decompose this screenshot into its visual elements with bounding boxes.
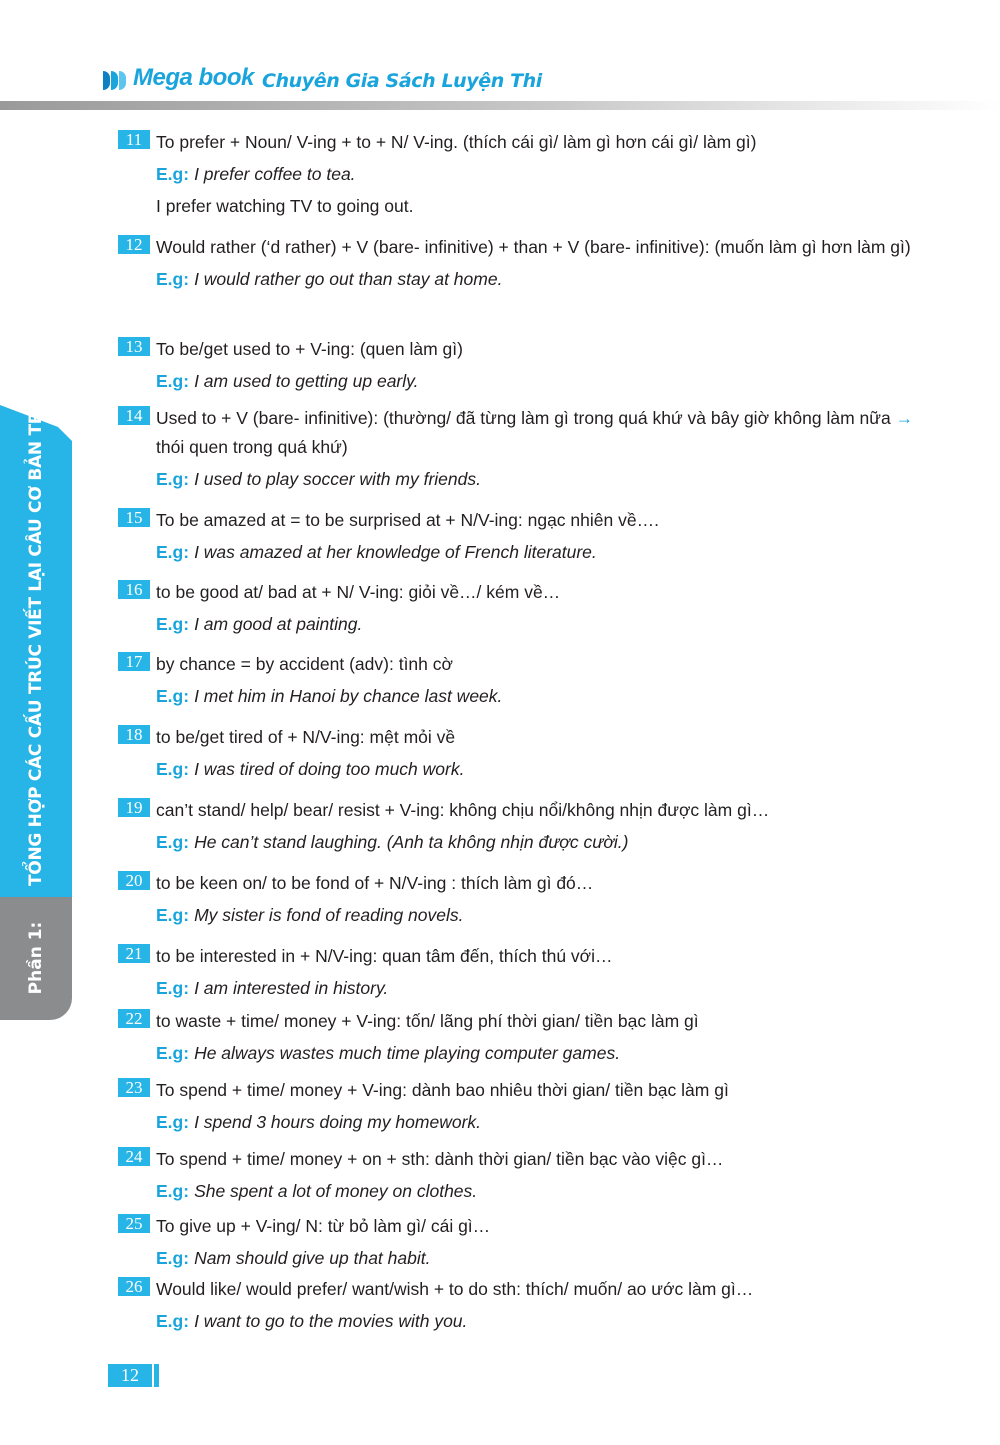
eg-label: E.g:: [156, 978, 190, 998]
header-divider: [0, 101, 1000, 110]
item-number: 21: [118, 944, 150, 963]
item-example: [156, 160, 918, 188]
item-example: [156, 538, 918, 566]
item-rule: To give up + V-ing/ N: từ bỏ làm gì/ cái gì…: [156, 1216, 491, 1236]
item-example: [156, 974, 918, 1002]
example-text: My sister is fond of reading novels.: [194, 905, 464, 925]
eg-label: E.g:: [156, 614, 190, 634]
item-number: 13: [118, 337, 150, 356]
item-example: [156, 755, 918, 783]
eg-label: E.g:: [156, 1043, 190, 1063]
item-example: [156, 1244, 918, 1272]
example-text: I am good at painting.: [194, 614, 363, 634]
eg-label: E.g:: [156, 1311, 190, 1331]
example-text: I prefer coffee to tea.: [194, 164, 356, 184]
item-example: [156, 1177, 918, 1205]
item-rule: to be/get tired of + N/V-ing: mệt mỏi về: [156, 727, 456, 747]
item-number: 11: [118, 130, 150, 149]
eg-label: E.g:: [156, 1112, 190, 1132]
item-extra-example: I prefer watching TV to going out.: [156, 196, 414, 216]
item-rule: can’t stand/ help/ bear/ resist + V-ing: không chịu nổi/không nhịn được làm gì…: [156, 800, 770, 820]
rule-text: thói quen trong quá khứ): [156, 437, 348, 457]
list-item: [118, 335, 918, 395]
item-example: [156, 465, 918, 493]
item-number: 24: [118, 1147, 150, 1166]
example-text: I am interested in history.: [194, 978, 389, 998]
item-number: 20: [118, 871, 150, 890]
example-text: Nam should give up that habit.: [194, 1248, 431, 1268]
page-header: [0, 0, 1000, 110]
item-rule: to be good at/ bad at + N/ V-ing: giỏi về…/ kém về…: [156, 582, 561, 602]
list-item: [118, 1275, 918, 1335]
item-number: 22: [118, 1009, 150, 1028]
example-text: I was tired of doing too much work.: [194, 759, 465, 779]
example-text: I would rather go out than stay at home.: [194, 269, 503, 289]
example-text: He can’t stand laughing. (Anh ta không nhịn được cười.): [194, 832, 629, 852]
list-item: [118, 1212, 918, 1272]
item-rule: To spend + time/ money + on + sth: dành thời gian/ tiền bạc vào việc gì…: [156, 1149, 724, 1169]
eg-label: E.g:: [156, 1248, 190, 1268]
eg-label: E.g:: [156, 542, 190, 562]
eg-label: E.g:: [156, 164, 190, 184]
item-rule: To be amazed at = to be surprised at + N/V-ing: ngạc nhiên về….: [156, 510, 659, 530]
item-number: 14: [118, 406, 150, 425]
item-rule: Would like/ would prefer/ want/wish + to do sth: thích/ muốn/ ao ước làm gì…: [156, 1279, 754, 1299]
example-text: She spent a lot of money on clothes.: [194, 1181, 478, 1201]
list-item: [118, 578, 918, 638]
item-example: [156, 1039, 918, 1067]
page-number-accent: [154, 1364, 159, 1387]
list-item: [118, 942, 918, 1002]
item-number: 17: [118, 652, 150, 671]
item-example: [156, 265, 918, 293]
item-number: 18: [118, 725, 150, 744]
item-example: [156, 367, 918, 395]
item-rule: to be keen on/ to be fond of + N/V-ing : thích làm gì đó…: [156, 873, 594, 893]
item-example: [156, 901, 918, 929]
eg-label: E.g:: [156, 371, 190, 391]
eg-label: E.g:: [156, 832, 190, 852]
list-item: [118, 233, 918, 293]
item-number: 19: [118, 798, 150, 817]
item-rule: to be interested in + N/V-ing: quan tâm đến, thích thú với…: [156, 946, 613, 966]
item-rule: To prefer + Noun/ V-ing + to + N/ V-ing. (thích cái gì/ làm gì hơn cái gì/ làm gì): [156, 132, 757, 152]
item-example: [156, 828, 918, 856]
brand-name: Mega book: [133, 64, 254, 91]
list-item: [118, 796, 918, 856]
example-text: I met him in Hanoi by chance last week.: [194, 686, 503, 706]
item-rule: by chance = by accident (adv): tình cờ: [156, 654, 453, 674]
item-number: 25: [118, 1214, 150, 1233]
eg-label: E.g:: [156, 269, 190, 289]
list-item: [118, 404, 918, 493]
item-example: [156, 1108, 918, 1136]
example-text: He always wastes much time playing computer games.: [194, 1043, 621, 1063]
page-number: 12: [108, 1364, 152, 1387]
brand-tagline: Chuyên Gia Sách Luyện Thi: [262, 70, 542, 92]
list-item: [118, 128, 918, 220]
example-text: I want to go to the movies with you.: [194, 1311, 468, 1331]
item-example: [156, 1307, 918, 1335]
list-item: [118, 1007, 918, 1067]
list-item: [118, 723, 918, 783]
item-number: 12: [118, 235, 150, 254]
item-number: 15: [118, 508, 150, 527]
eg-label: E.g:: [156, 905, 190, 925]
eg-label: E.g:: [156, 759, 190, 779]
example-text: I am used to getting up early.: [194, 371, 419, 391]
megabook-logo-icon: [103, 71, 126, 90]
example-text: I spend 3 hours doing my homework.: [194, 1112, 482, 1132]
item-number: 23: [118, 1078, 150, 1097]
item-number: 26: [118, 1277, 150, 1296]
rule-text: Used to + V (bare- infinitive): (thường/ đã từng làm gì trong quá khứ và bây giờ không làm nữa: [156, 408, 891, 428]
example-text: I used to play soccer with my friends.: [194, 469, 481, 489]
item-example: [156, 682, 918, 710]
list-item: [118, 506, 918, 566]
item-rule: To be/get used to + V-ing: (quen làm gì): [156, 339, 463, 359]
item-rule: to waste + time/ money + V-ing: tốn/ lãng phí thời gian/ tiền bạc làm gì: [156, 1011, 699, 1031]
list-item: [118, 1145, 918, 1205]
item-number: 16: [118, 580, 150, 599]
item-rule: To spend + time/ money + V-ing: dành bao nhiêu thời gian/ tiền bạc làm gì: [156, 1080, 729, 1100]
eg-label: E.g:: [156, 686, 190, 706]
list-item: [118, 650, 918, 710]
example-text: I was amazed at her knowledge of French literature.: [194, 542, 597, 562]
eg-label: E.g:: [156, 469, 190, 489]
arrow-right-icon: →: [895, 408, 914, 428]
item-rule: [156, 404, 918, 462]
eg-label: E.g:: [156, 1181, 190, 1201]
section-title: TỔNG HỢP CÁC CẤU TRÚC VIẾT LẠI CÂU CƠ BẢN TRONG TIẾNG ANH: [26, 261, 46, 886]
chapter-side-tab: [0, 261, 72, 1020]
list-item: [118, 1076, 918, 1136]
item-rule: Would rather (‘d rather) + V (bare- infinitive) + than + V (bare- infinitive): (muốn làm gì hơn làm gì): [156, 237, 911, 257]
part-label: Phần 1:: [26, 921, 46, 995]
list-item: [118, 869, 918, 929]
item-example: [156, 610, 918, 638]
